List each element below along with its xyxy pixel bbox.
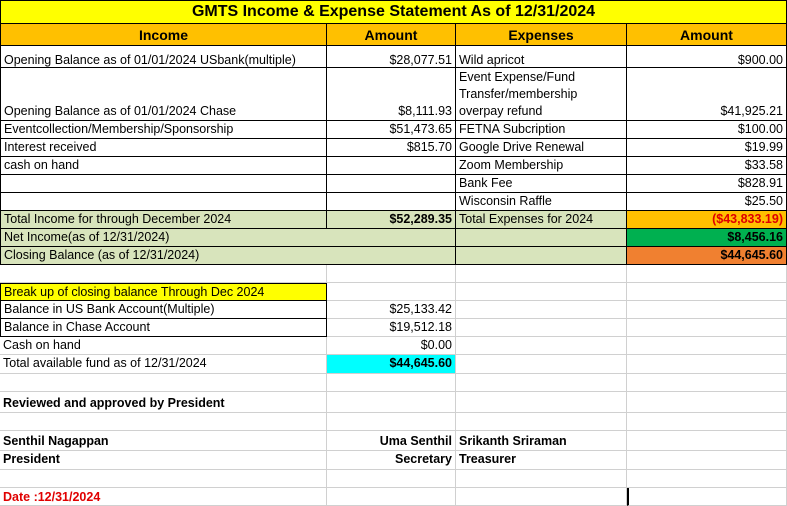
empty-cell xyxy=(456,337,627,355)
empty-cell xyxy=(0,175,327,193)
empty-cell xyxy=(0,470,327,488)
net-income-amount: $8,456.16 xyxy=(627,229,787,247)
empty-cell xyxy=(327,193,456,211)
expense-label: Wisconsin Raffle xyxy=(456,193,627,211)
empty-cell xyxy=(327,265,456,283)
empty-cell xyxy=(627,374,787,392)
empty-cell xyxy=(0,265,327,283)
date-text: Date :12/31/2024 xyxy=(0,488,327,506)
income-amount: $815.70 xyxy=(327,139,456,157)
empty-cell xyxy=(456,247,627,265)
breakup-total-amount: $44,645.60 xyxy=(327,355,456,374)
income-header: Income xyxy=(0,24,327,46)
expense-label: Google Drive Renewal xyxy=(456,139,627,157)
expense-amount: $828.91 xyxy=(627,175,787,193)
empty-cell xyxy=(627,431,787,451)
total-expense-label: Total Expenses for 2024 xyxy=(456,211,627,229)
empty-cell xyxy=(627,355,787,374)
expense-amount: $19.99 xyxy=(627,139,787,157)
empty-cell xyxy=(0,413,327,431)
empty-cell xyxy=(456,470,627,488)
breakup-amount: $0.00 xyxy=(327,337,456,355)
empty-cell xyxy=(327,392,456,413)
total-expense-amount: ($43,833.19) xyxy=(627,211,787,229)
income-label: cash on hand xyxy=(0,157,327,175)
income-label: Opening Balance as of 01/01/2024 Chase xyxy=(0,68,327,121)
income-amount: $28,077.51 xyxy=(327,46,456,68)
income-amount: $8,111.93 xyxy=(327,68,456,121)
empty-cell xyxy=(0,193,327,211)
empty-cell xyxy=(456,229,627,247)
breakup-total-label: Total available fund as of 12/31/2024 xyxy=(0,355,327,374)
empty-cell xyxy=(456,413,627,431)
net-income-label: Net Income(as of 12/31/2024) xyxy=(0,229,456,247)
income-amount-header: Amount xyxy=(327,24,456,46)
empty-cell xyxy=(627,413,787,431)
expense-label-line: overpay refund xyxy=(459,104,543,118)
closing-balance-amount: $44,645.60 xyxy=(627,247,787,265)
secretary-title: Secretary xyxy=(327,451,456,470)
empty-cell xyxy=(327,488,456,506)
closing-balance-label: Closing Balance (as of 12/31/2024) xyxy=(0,247,456,265)
expenses-header: Expenses xyxy=(456,24,627,46)
empty-cell xyxy=(327,175,456,193)
breakup-label: Cash on hand xyxy=(0,337,327,355)
treasurer-title: Treasurer xyxy=(456,451,627,470)
income-label: Interest received xyxy=(0,139,327,157)
empty-cell xyxy=(456,355,627,374)
empty-cell xyxy=(627,451,787,470)
empty-cell xyxy=(627,283,787,301)
expense-amount: $41,925.21 xyxy=(627,68,787,121)
empty-cell xyxy=(627,319,787,337)
president-name: Senthil Nagappan xyxy=(0,431,327,451)
breakup-label: Balance in US Bank Account(Multiple) xyxy=(0,301,327,319)
statement-title: GMTS Income & Expense Statement As of 12/31/2024 xyxy=(0,0,787,24)
empty-cell xyxy=(627,392,787,413)
reviewed-text: Reviewed and approved by President xyxy=(0,392,327,413)
expense-amount: $33.58 xyxy=(627,157,787,175)
selected-cell[interactable] xyxy=(627,488,787,506)
empty-cell xyxy=(627,470,787,488)
empty-cell xyxy=(327,374,456,392)
empty-cell xyxy=(627,337,787,355)
income-amount xyxy=(327,157,456,175)
empty-cell xyxy=(456,374,627,392)
empty-cell xyxy=(456,301,627,319)
expense-label-line: Event Expense/Fund xyxy=(459,70,576,84)
empty-cell xyxy=(327,470,456,488)
secretary-name: Uma Senthil xyxy=(327,431,456,451)
empty-cell xyxy=(627,265,787,283)
expense-label-line: Transfer/membership xyxy=(459,87,578,101)
breakup-heading: Break up of closing balance Through Dec 2024 xyxy=(0,283,327,301)
expense-label: FETNA Subcription xyxy=(456,121,627,139)
empty-cell xyxy=(456,488,627,506)
empty-cell xyxy=(456,319,627,337)
expense-label: Zoom Membership xyxy=(456,157,627,175)
empty-cell xyxy=(327,413,456,431)
total-income-amount: $52,289.35 xyxy=(327,211,456,229)
expense-label: Wild apricot xyxy=(456,46,627,68)
treasurer-name: Srikanth Sriraman xyxy=(456,431,627,451)
expense-amount: $100.00 xyxy=(627,121,787,139)
breakup-amount: $19,512.18 xyxy=(327,319,456,337)
empty-cell xyxy=(456,265,627,283)
president-title: President xyxy=(0,451,327,470)
income-amount: $51,473.65 xyxy=(327,121,456,139)
income-label: Eventcollection/Membership/Sponsorship xyxy=(0,121,327,139)
empty-cell xyxy=(0,374,327,392)
breakup-amount: $25,133.42 xyxy=(327,301,456,319)
total-income-label: Total Income for through December 2024 xyxy=(0,211,327,229)
empty-cell xyxy=(327,283,456,301)
expense-amount-header: Amount xyxy=(627,24,787,46)
breakup-label: Balance in Chase Account xyxy=(0,319,327,337)
empty-cell xyxy=(456,392,627,413)
expense-label: Bank Fee xyxy=(456,175,627,193)
expense-amount: $900.00 xyxy=(627,46,787,68)
expense-amount: $25.50 xyxy=(627,193,787,211)
expense-label-multiline xyxy=(456,68,627,121)
empty-cell xyxy=(456,283,627,301)
empty-cell xyxy=(627,301,787,319)
income-label: Opening Balance as of 01/01/2024 USbank(multiple) xyxy=(0,46,327,68)
